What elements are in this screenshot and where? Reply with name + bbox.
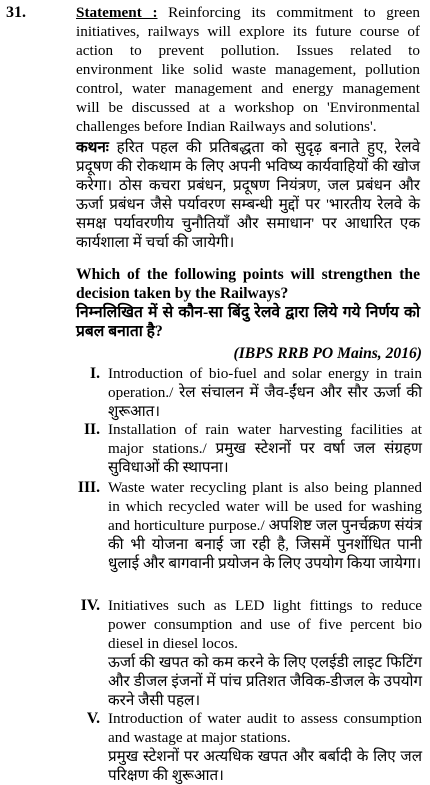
prompt-english: Which of the following points will strengthen the decision taken by the Railways? [76,266,420,302]
option-text [108,478,422,573]
statement-text: Reinforcing its commitment to green initiatives, railways will explore its future course of action to prevent pollution. Issues related to environment like solid waste management, pollution control, water management and energy management will be discussed at a workshop on 'Environmental challenges before Indian Railways and solutions'. [76,4,420,135]
option-text [108,364,422,421]
option-label: II. [83,421,100,438]
option-text-hindi: ऊर्जा की खपत को कम करने के लिए एलईडी लाइट फिटिंग और डीजल इंजनों में पांच प्रतिशत जैविक-डीजल के उपयोग करने जैसी पहल। [108,654,422,709]
option-label: III. [77,479,100,496]
option-text [108,709,422,785]
prompt-hindi: निम्नलिखित में से कौन-सा बिंदु रेलवे द्वारा लिये गये निर्णय को प्रबल बनाता है? [76,304,420,340]
option-label: IV. [80,597,100,614]
option-text-english: Waste water recycling plant is also being planned in which recycled water will be used for washing and horticulture purpose./ [108,479,422,534]
option-text-english: Installation of rain water harvesting facilities at major stations./ [108,421,422,457]
option-label: V. [86,710,100,727]
option-text-hindi: अपशिष्ट जल पुनर्चक्रण संयंत्र की भी योजना बनाई जा रही है, जिसमें पुनर्शोधित पानी धुलाई और बागवानी प्रयोजन के लिए उपयोग किया जायेगा। [108,517,422,572]
option-text [108,596,422,710]
option-label: I. [90,365,100,382]
option-text-hindi: प्रमुख स्टेशनों पर अत्यधिक खपत और बर्बादी के लिए जल परिक्षण की शुरूआत। [108,748,422,784]
hindi-statement-text: हरित पहल की प्रतिबद्धता को सुदृढ़ बनाते हुए, रेलवे प्रदूषण की रोकथाम के लिए अपनी भविष्य कार्यवाहियों की खोज करेगा। ठोस कचरा प्रबंधन, प्रदूषण नियंत्रण, जल प्रबंधन और ऊर्जा प्रबंधन जैसे पर्यावरण सम्बन्धी मुद्दों पर 'भारतीय रेलवे के समक्ष पर्यावरणीय चुनौतियाँ और समाधान' पर आधारित एक कार्यशाला में चर्चा की जायेगी। [76,139,421,251]
statement-hindi [76,138,420,252]
option-text-hindi: प्रमुख स्टेशनों पर वर्षा जल संग्रहण सुविधाओं की स्थापना। [108,440,422,476]
option-text [108,420,422,477]
statement-block [76,3,420,252]
option-text-hindi: रेल संचालन में जैव-ईंधन और सौर ऊर्जा की शुरूआत। [108,384,423,420]
exam-source: (IBPS RRB PO Mains, 2016) [233,345,422,362]
option-text-english: Introduction of water audit to assess consumption and wastage at major stations. [108,710,422,746]
option-text-english: Introduction of bio-fuel and solar energy in train operation./ [108,365,422,401]
question-prompt [76,265,420,341]
hindi-statement-label: कथनः [76,139,109,156]
question-number: 31. [6,4,26,21]
statement-english [76,3,420,136]
option-text-english: Initiatives such as LED light fittings to reduce power consumption and use of five percent bio diesel in diesel locos. [108,597,422,652]
statement-label: Statement : [76,4,158,21]
